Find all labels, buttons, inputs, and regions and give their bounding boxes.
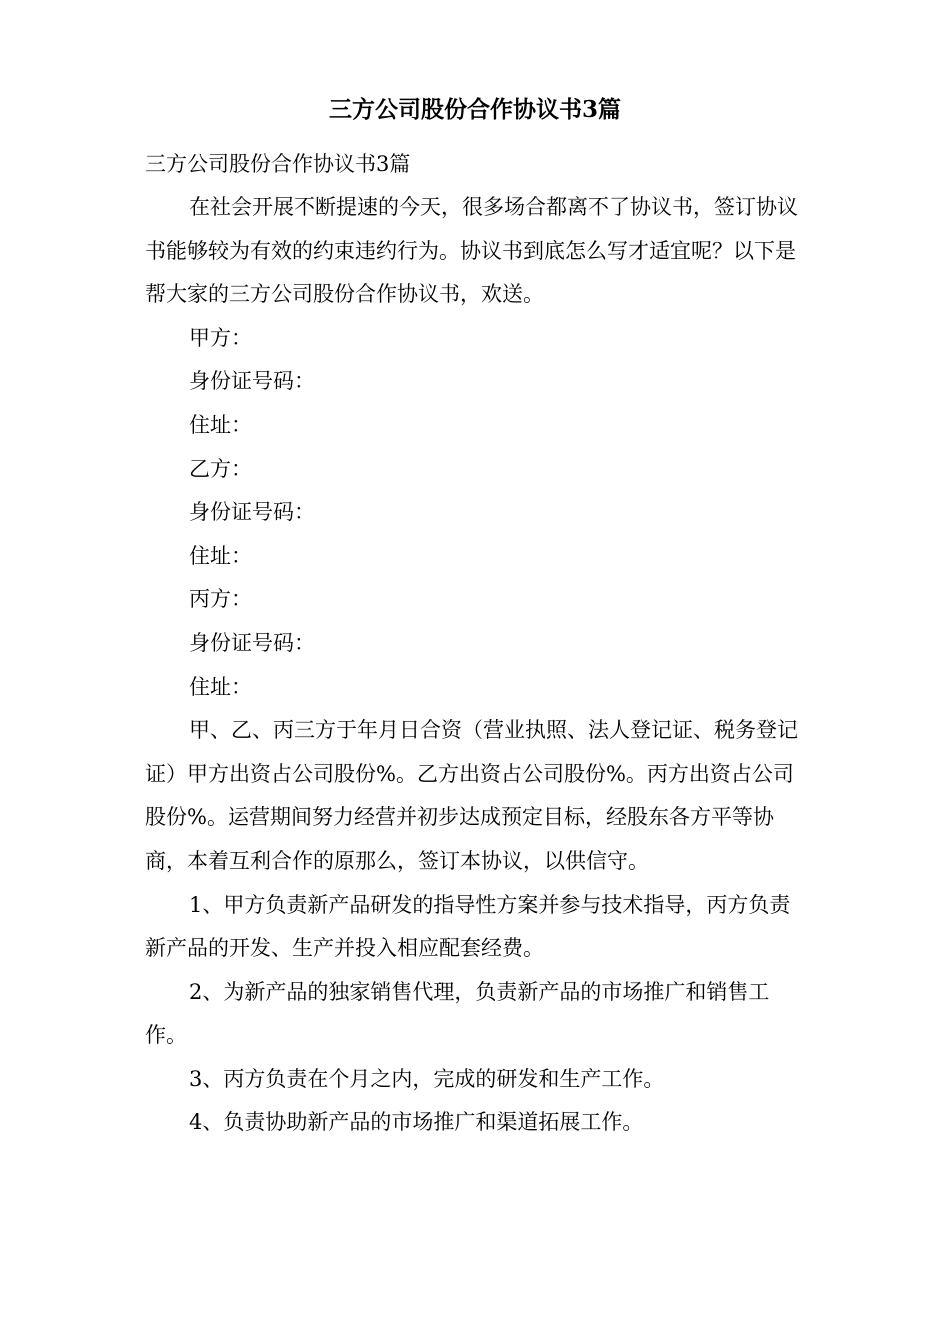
intro-paragraph: 在社会开展不断提速的今天，很多场合都离不了协议书，签订协议书能够较为有效的约束违约行为。协议书到底怎么写才适宜呢？以下是帮大家的三方公司股份合作协议书，欢送。 bbox=[145, 195, 798, 307]
party-a-id-label: 身份证号码： bbox=[189, 369, 315, 394]
clause-4: 4、负责协助新产品的市场推广和渠道拓展工作。 bbox=[189, 1110, 644, 1135]
clause-3: 3、丙方负责在个月之内，完成的研发和生产工作。 bbox=[189, 1066, 665, 1091]
party-c-id-label: 身份证号码： bbox=[189, 630, 315, 655]
party-b-id-label: 身份证号码： bbox=[189, 500, 315, 525]
party-c-label: 丙方： bbox=[189, 587, 252, 612]
party-b-label: 乙方： bbox=[189, 456, 252, 481]
document-title: 三方公司股份合作协议书3篇 bbox=[328, 96, 621, 123]
clause-2: 2、为新产品的独家销售代理，负责新产品的市场推广和销售工作。 bbox=[145, 979, 770, 1048]
party-b-address-label: 住址： bbox=[189, 543, 252, 568]
document-subtitle: 三方公司股份合作协议书3篇 bbox=[145, 152, 411, 176]
party-a-label: 甲方： bbox=[189, 325, 252, 350]
party-c-address-label: 住址： bbox=[189, 674, 252, 699]
preamble-paragraph: 甲、乙、丙三方于年月日合资（营业执照、法人登记证、税务登记证）甲方出资占公司股份%。乙方出资占公司股份%。丙方出资占公司股份%。运营期间努力经营并初步达成预定目标，经股东各方平等协商，本着互利合作的原那么，签订本协议，以供信守。 bbox=[145, 718, 798, 873]
clause-1: 1、甲方负责新产品研发的指导性方案并参与技术指导，丙方负责新产品的开发、生产并投入相应配套经费。 bbox=[145, 892, 791, 961]
document-body bbox=[145, 143, 810, 1145]
party-a-address-label: 住址： bbox=[189, 412, 252, 437]
